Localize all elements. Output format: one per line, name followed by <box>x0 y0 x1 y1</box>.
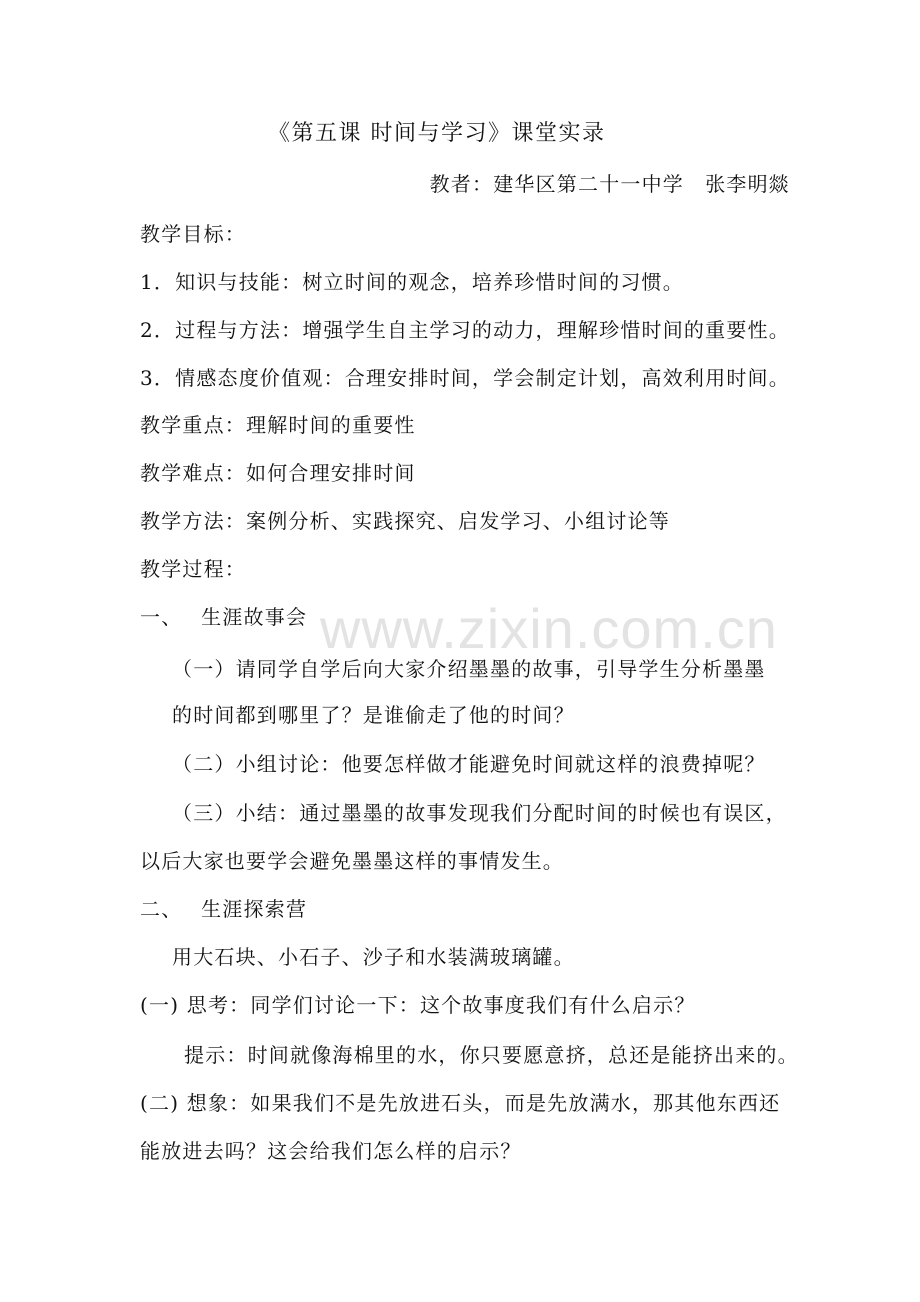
watermark: www.zixin.com.cn <box>320 597 778 660</box>
section-2-intro: 用大石块、小石子、沙子和水装满玻璃罐。 <box>172 945 575 969</box>
objectives-heading: 教学目标： <box>140 222 246 246</box>
teaching-methods: 教学方法：案例分析、实践探究、启发学习、小组讨论等 <box>140 509 670 533</box>
section-1-heading: 一、 生涯故事会 <box>140 605 308 629</box>
section-1-item-2: （二）小组讨论：他要怎样做才能避免时间就这样的浪费掉呢？ <box>172 752 766 776</box>
section-1-item-3-line-2: 以后大家也要学会避免墨墨这样的事情发生。 <box>140 849 564 873</box>
key-point: 教学重点：理解时间的重要性 <box>140 413 416 437</box>
section-1-item-1-line-2: 的时间都到哪里了？是谁偷走了他的时间？ <box>172 703 575 727</box>
section-2-hint: 提示：时间就像海棉里的水，你只要愿意挤，总还是能挤出来的。 <box>184 1043 799 1067</box>
section-1-item-3-line-1: （三）小结：通过墨墨的故事发现我们分配时间的时候也有误区， <box>172 801 787 825</box>
section-1-item-1-line-1: （一）请同学自学后向大家介绍墨墨的故事，引导学生分析墨墨 <box>172 657 766 681</box>
section-2-think: (一) 思考：同学们讨论一下：这个故事度我们有什么启示？ <box>140 993 696 1017</box>
objective-1: 1．知识与技能：树立时间的观念，培养珍惜时间的习惯。 <box>140 270 684 294</box>
objective-2: 2．过程与方法：增强学生自主学习的动力，理解珍惜时间的重要性。 <box>140 318 790 342</box>
process-heading: 教学过程： <box>140 557 246 581</box>
section-2-heading: 二、 生涯探索营 <box>140 897 308 921</box>
section-2-imagine-line-2: 能放进去吗？这会给我们怎么样的启示？ <box>140 1139 522 1163</box>
document-title: 《第五课 时间与学习》课堂实录 <box>268 121 606 146</box>
author-line: 教者：建华区第二十一中学 张李明燚 <box>429 172 790 196</box>
objective-3: 3．情感态度价值观：合理安排时间，学会制定计划，高效利用时间。 <box>140 366 790 390</box>
difficult-point: 教学难点：如何合理安排时间 <box>140 461 416 485</box>
section-2-imagine-line-1: (二) 想象：如果我们不是先放进石头，而是先放满水，那其他东西还 <box>140 1091 781 1115</box>
